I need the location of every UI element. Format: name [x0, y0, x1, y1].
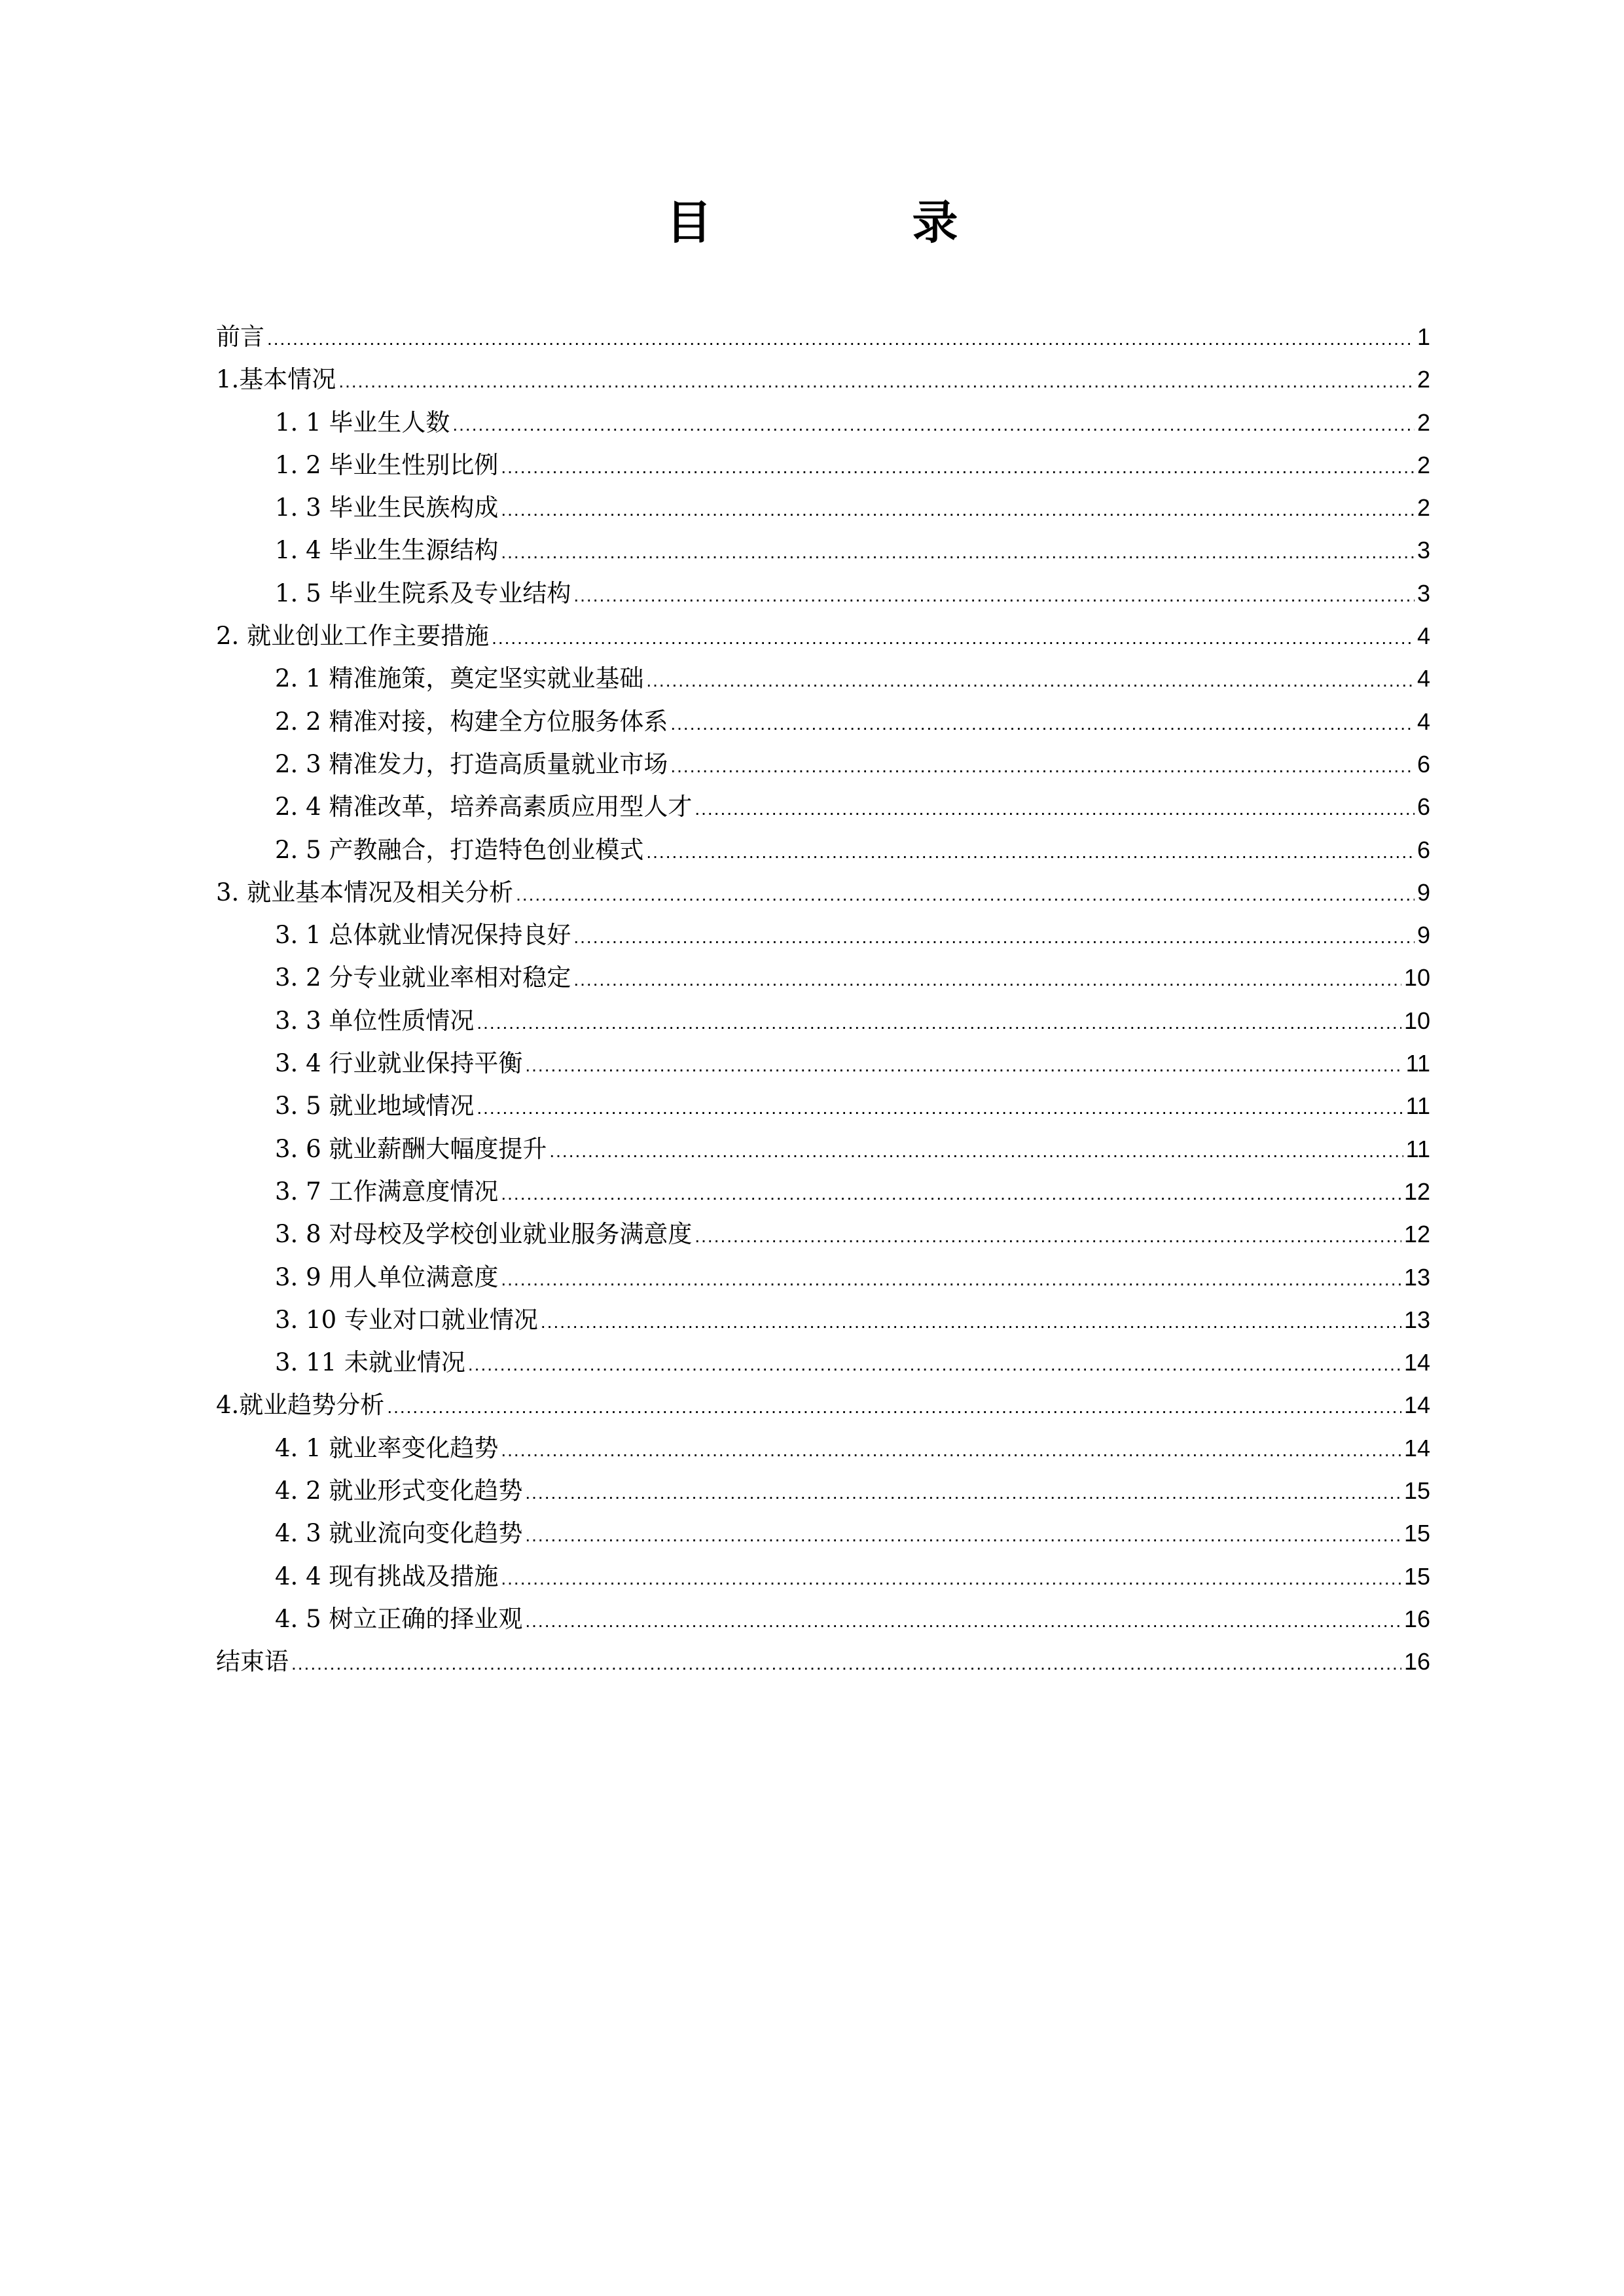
toc-dot-leader	[646, 659, 1415, 702]
toc-entry[interactable]	[216, 785, 1430, 828]
toc-dot-leader	[291, 1642, 1401, 1685]
toc-entry-page-number: 12	[1403, 1221, 1430, 1248]
toc-entry-page-number: 11	[1405, 1092, 1430, 1120]
toc-entry[interactable]	[216, 1170, 1430, 1213]
toc-entry-page-number: 14	[1403, 1434, 1430, 1462]
toc-entry-page-number: 4	[1416, 708, 1430, 735]
toc-dot-leader	[525, 1600, 1401, 1642]
toc-entry-label: 3. 4 行业就业保持平衡	[275, 1049, 523, 1078]
toc-dot-leader	[452, 403, 1415, 446]
toc-entry-label: 3. 9 用人单位满意度	[275, 1263, 499, 1291]
toc-entry-page-number: 6	[1416, 750, 1430, 778]
toc-entry-page-number: 6	[1416, 793, 1430, 821]
toc-entry-page-number: 4	[1416, 665, 1430, 692]
toc-entry[interactable]	[216, 486, 1430, 529]
toc-entry-label: 3. 11 未就业情况	[275, 1348, 465, 1377]
toc-dot-leader	[387, 1386, 1401, 1428]
toc-entry[interactable]	[216, 700, 1430, 743]
toc-title: 目 录	[666, 196, 1036, 249]
toc-entry[interactable]	[216, 914, 1430, 956]
toc-entry-page-number: 10	[1403, 1007, 1430, 1034]
toc-dot-leader	[468, 1343, 1401, 1386]
toc-entry-label: 1. 5 毕业生院系及专业结构	[275, 579, 571, 607]
toc-entry-label: 4. 3 就业流向变化趋势	[275, 1519, 523, 1548]
table-of-contents	[216, 315, 1430, 1683]
toc-entry-label: 1. 3 毕业生民族构成	[275, 493, 499, 522]
toc-entry[interactable]	[216, 1299, 1430, 1341]
toc-entry-label: 3. 6 就业薪酬大幅度提升	[275, 1134, 547, 1163]
toc-entry-page-number: 2	[1416, 451, 1430, 478]
toc-dot-leader	[501, 488, 1415, 531]
toc-dot-leader	[541, 1300, 1401, 1343]
toc-dot-leader	[501, 1557, 1401, 1600]
toc-entry-label: 3. 就业基本情况及相关分析	[216, 878, 514, 906]
toc-entry[interactable]	[216, 529, 1430, 571]
toc-entry[interactable]	[216, 358, 1430, 401]
toc-dot-leader	[501, 446, 1415, 488]
toc-dot-leader	[525, 1514, 1401, 1556]
toc-entry-label: 2. 3 精准发力，打造高质量就业市场	[275, 749, 668, 778]
toc-entry[interactable]	[216, 829, 1430, 871]
toc-entry-page-number: 13	[1403, 1306, 1430, 1333]
toc-entry-label: 3. 8 对母校及学校创业就业服务满意度	[275, 1220, 693, 1249]
toc-entry-label: 4. 2 就业形式变化趋势	[275, 1477, 523, 1505]
toc-entry-page-number: 15	[1403, 1520, 1430, 1547]
toc-entry-label: 3. 2 分专业就业率相对稳定	[275, 963, 571, 992]
toc-entry-page-number: 6	[1416, 836, 1430, 863]
toc-dot-leader	[338, 360, 1415, 403]
toc-entry-label: 3. 5 就业地域情况	[275, 1092, 475, 1121]
toc-entry-page-number: 3	[1416, 579, 1430, 607]
toc-entry-label: 2. 就业创业工作主要措施	[216, 622, 490, 651]
toc-dot-leader	[525, 1471, 1401, 1514]
toc-entry-label: 结束语	[216, 1647, 289, 1676]
toc-entry-page-number: 2	[1416, 408, 1430, 436]
toc-dot-leader	[573, 916, 1415, 958]
toc-entry[interactable]	[216, 956, 1430, 999]
toc-entry[interactable]	[216, 1512, 1430, 1554]
toc-entry-page-number: 15	[1403, 1562, 1430, 1590]
toc-entry[interactable]	[216, 401, 1430, 444]
toc-entry-label: 3. 10 专业对口就业情况	[275, 1305, 538, 1334]
toc-dot-leader	[501, 1429, 1401, 1471]
toc-entry-label: 3. 7 工作满意度情况	[275, 1177, 499, 1206]
toc-dot-leader	[670, 745, 1415, 787]
toc-dot-leader	[477, 1086, 1403, 1129]
toc-entry-page-number: 14	[1403, 1349, 1430, 1376]
toc-entry[interactable]	[216, 657, 1430, 700]
toc-entry-label: 2. 2 精准对接，构建全方位服务体系	[275, 707, 668, 736]
toc-dot-leader	[695, 1215, 1401, 1257]
toc-dot-leader	[573, 958, 1401, 1001]
toc-entry[interactable]	[216, 1640, 1430, 1683]
toc-entry-page-number: 9	[1416, 922, 1430, 949]
toc-entry-label: 3. 1 总体就业情况保持良好	[275, 921, 571, 950]
toc-entry-page-number: 1	[1416, 323, 1430, 350]
toc-entry-page-number: 11	[1405, 1050, 1430, 1077]
toc-entry-label: 4.就业趋势分析	[216, 1391, 385, 1420]
toc-dot-leader	[573, 574, 1415, 617]
toc-entry-label: 1.基本情况	[216, 365, 336, 394]
toc-entry[interactable]	[216, 1555, 1430, 1598]
toc-entry[interactable]	[216, 1085, 1430, 1127]
toc-entry[interactable]	[216, 1256, 1430, 1299]
toc-entry-label: 2. 1 精准施策，奠定坚实就业基础	[275, 664, 644, 693]
toc-dot-leader	[267, 317, 1415, 360]
toc-dot-leader	[477, 1001, 1401, 1044]
toc-entry[interactable]	[216, 1384, 1430, 1426]
toc-dot-leader	[646, 831, 1415, 873]
toc-entry-label: 1. 2 毕业生性别比例	[275, 450, 499, 479]
toc-entry-page-number: 15	[1403, 1477, 1430, 1505]
toc-entry[interactable]	[216, 743, 1430, 785]
toc-entry-label: 前言	[216, 323, 264, 351]
toc-entry-page-number: 2	[1416, 366, 1430, 393]
toc-entry-label: 4. 4 现有挑战及措施	[275, 1562, 499, 1590]
toc-dot-leader	[501, 1258, 1401, 1300]
toc-entry[interactable]	[216, 315, 1430, 358]
toc-entry-page-number: 4	[1416, 622, 1430, 650]
toc-entry[interactable]	[216, 1213, 1430, 1255]
toc-dot-leader	[501, 1172, 1401, 1215]
toc-entry[interactable]	[216, 1469, 1430, 1512]
toc-dot-leader	[516, 873, 1415, 916]
toc-entry[interactable]	[216, 1128, 1430, 1170]
toc-entry[interactable]	[216, 1598, 1430, 1640]
toc-entry-label: 2. 4 精准改革，培养高素质应用型人才	[275, 793, 693, 821]
toc-entry[interactable]	[216, 615, 1430, 657]
toc-entry[interactable]	[216, 444, 1430, 486]
toc-entry-page-number: 11	[1405, 1135, 1430, 1162]
toc-entry-label: 1. 1 毕业生人数	[275, 408, 450, 437]
toc-dot-leader	[549, 1130, 1403, 1172]
toc-entry[interactable]	[216, 572, 1430, 615]
toc-entry-page-number: 9	[1416, 878, 1430, 906]
toc-dot-leader	[670, 702, 1415, 745]
toc-entry-page-number: 3	[1416, 537, 1430, 564]
toc-entry-label: 4. 5 树立正确的择业观	[275, 1604, 523, 1633]
toc-entry-page-number: 14	[1403, 1391, 1430, 1419]
toc-entry-page-number: 13	[1403, 1263, 1430, 1291]
toc-entry-page-number: 10	[1403, 964, 1430, 992]
toc-entry-label: 2. 5 产教融合，打造特色创业模式	[275, 835, 644, 864]
toc-entry[interactable]	[216, 1042, 1430, 1085]
toc-entry-page-number: 12	[1403, 1177, 1430, 1205]
toc-entry-label: 1. 4 毕业生生源结构	[275, 536, 499, 565]
toc-entry-label: 3. 3 单位性质情况	[275, 1006, 475, 1035]
toc-dot-leader	[695, 787, 1415, 830]
toc-dot-leader	[501, 531, 1415, 573]
toc-entry[interactable]	[216, 999, 1430, 1042]
toc-dot-leader	[525, 1044, 1403, 1086]
toc-entry-page-number: 16	[1403, 1648, 1430, 1676]
toc-entry[interactable]	[216, 1341, 1430, 1384]
toc-entry-page-number: 16	[1403, 1605, 1430, 1632]
toc-dot-leader	[492, 617, 1415, 659]
toc-entry[interactable]	[216, 871, 1430, 914]
toc-entry-label: 4. 1 就业率变化趋势	[275, 1433, 499, 1462]
toc-entry-page-number: 2	[1416, 494, 1430, 522]
toc-entry[interactable]	[216, 1427, 1430, 1469]
